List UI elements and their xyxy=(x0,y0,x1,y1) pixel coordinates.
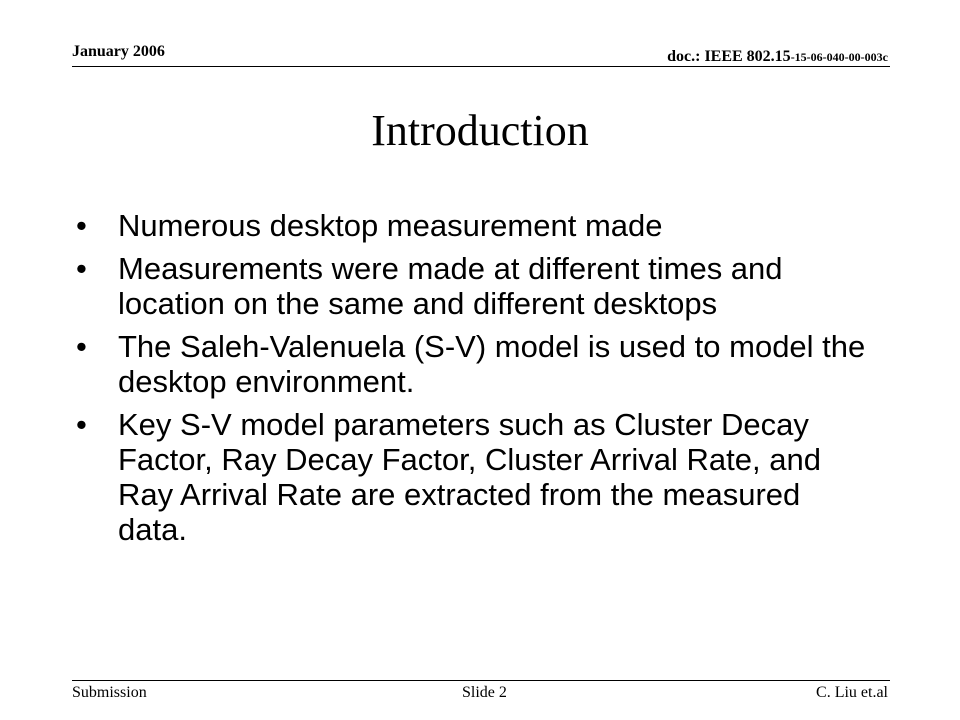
header-divider xyxy=(72,66,890,67)
bullet-item xyxy=(76,329,876,399)
header-doc-id xyxy=(667,47,888,67)
header-doc-number: -15-06-040-00-003c xyxy=(790,50,888,64)
header-doc-prefix: doc.: IEEE 802.15 xyxy=(667,48,791,65)
bullet-dot: • xyxy=(76,407,87,442)
bullet-text: Numerous desktop measurement made xyxy=(118,208,663,243)
bullet-text: Key S-V model parameters such as Cluster Decay Factor, Ray Decay Factor, Cluster Arrival Rate, and Ray Arrival Rate are extracted from the measured data. xyxy=(118,407,821,547)
bullet-item xyxy=(76,208,876,243)
bullet-item xyxy=(76,407,876,547)
footer-author: C. Liu et.al xyxy=(816,684,888,701)
bullet-list xyxy=(76,208,876,555)
footer-submission: Submission xyxy=(72,684,147,701)
header-date: January 2006 xyxy=(72,43,165,60)
bullet-dot: • xyxy=(76,329,87,364)
bullet-dot: • xyxy=(76,251,87,286)
bullet-dot: • xyxy=(76,208,87,243)
slide-title: Introduction xyxy=(371,106,589,155)
bullet-text: Measurements were made at different times and location on the same and different desktops xyxy=(118,251,783,321)
footer-divider xyxy=(72,680,890,681)
bullet-item xyxy=(76,251,876,321)
bullet-text: The Saleh-Valenuela (S-V) model is used to model the desktop environment. xyxy=(118,329,866,399)
footer-slide-number: Slide 2 xyxy=(462,684,507,701)
